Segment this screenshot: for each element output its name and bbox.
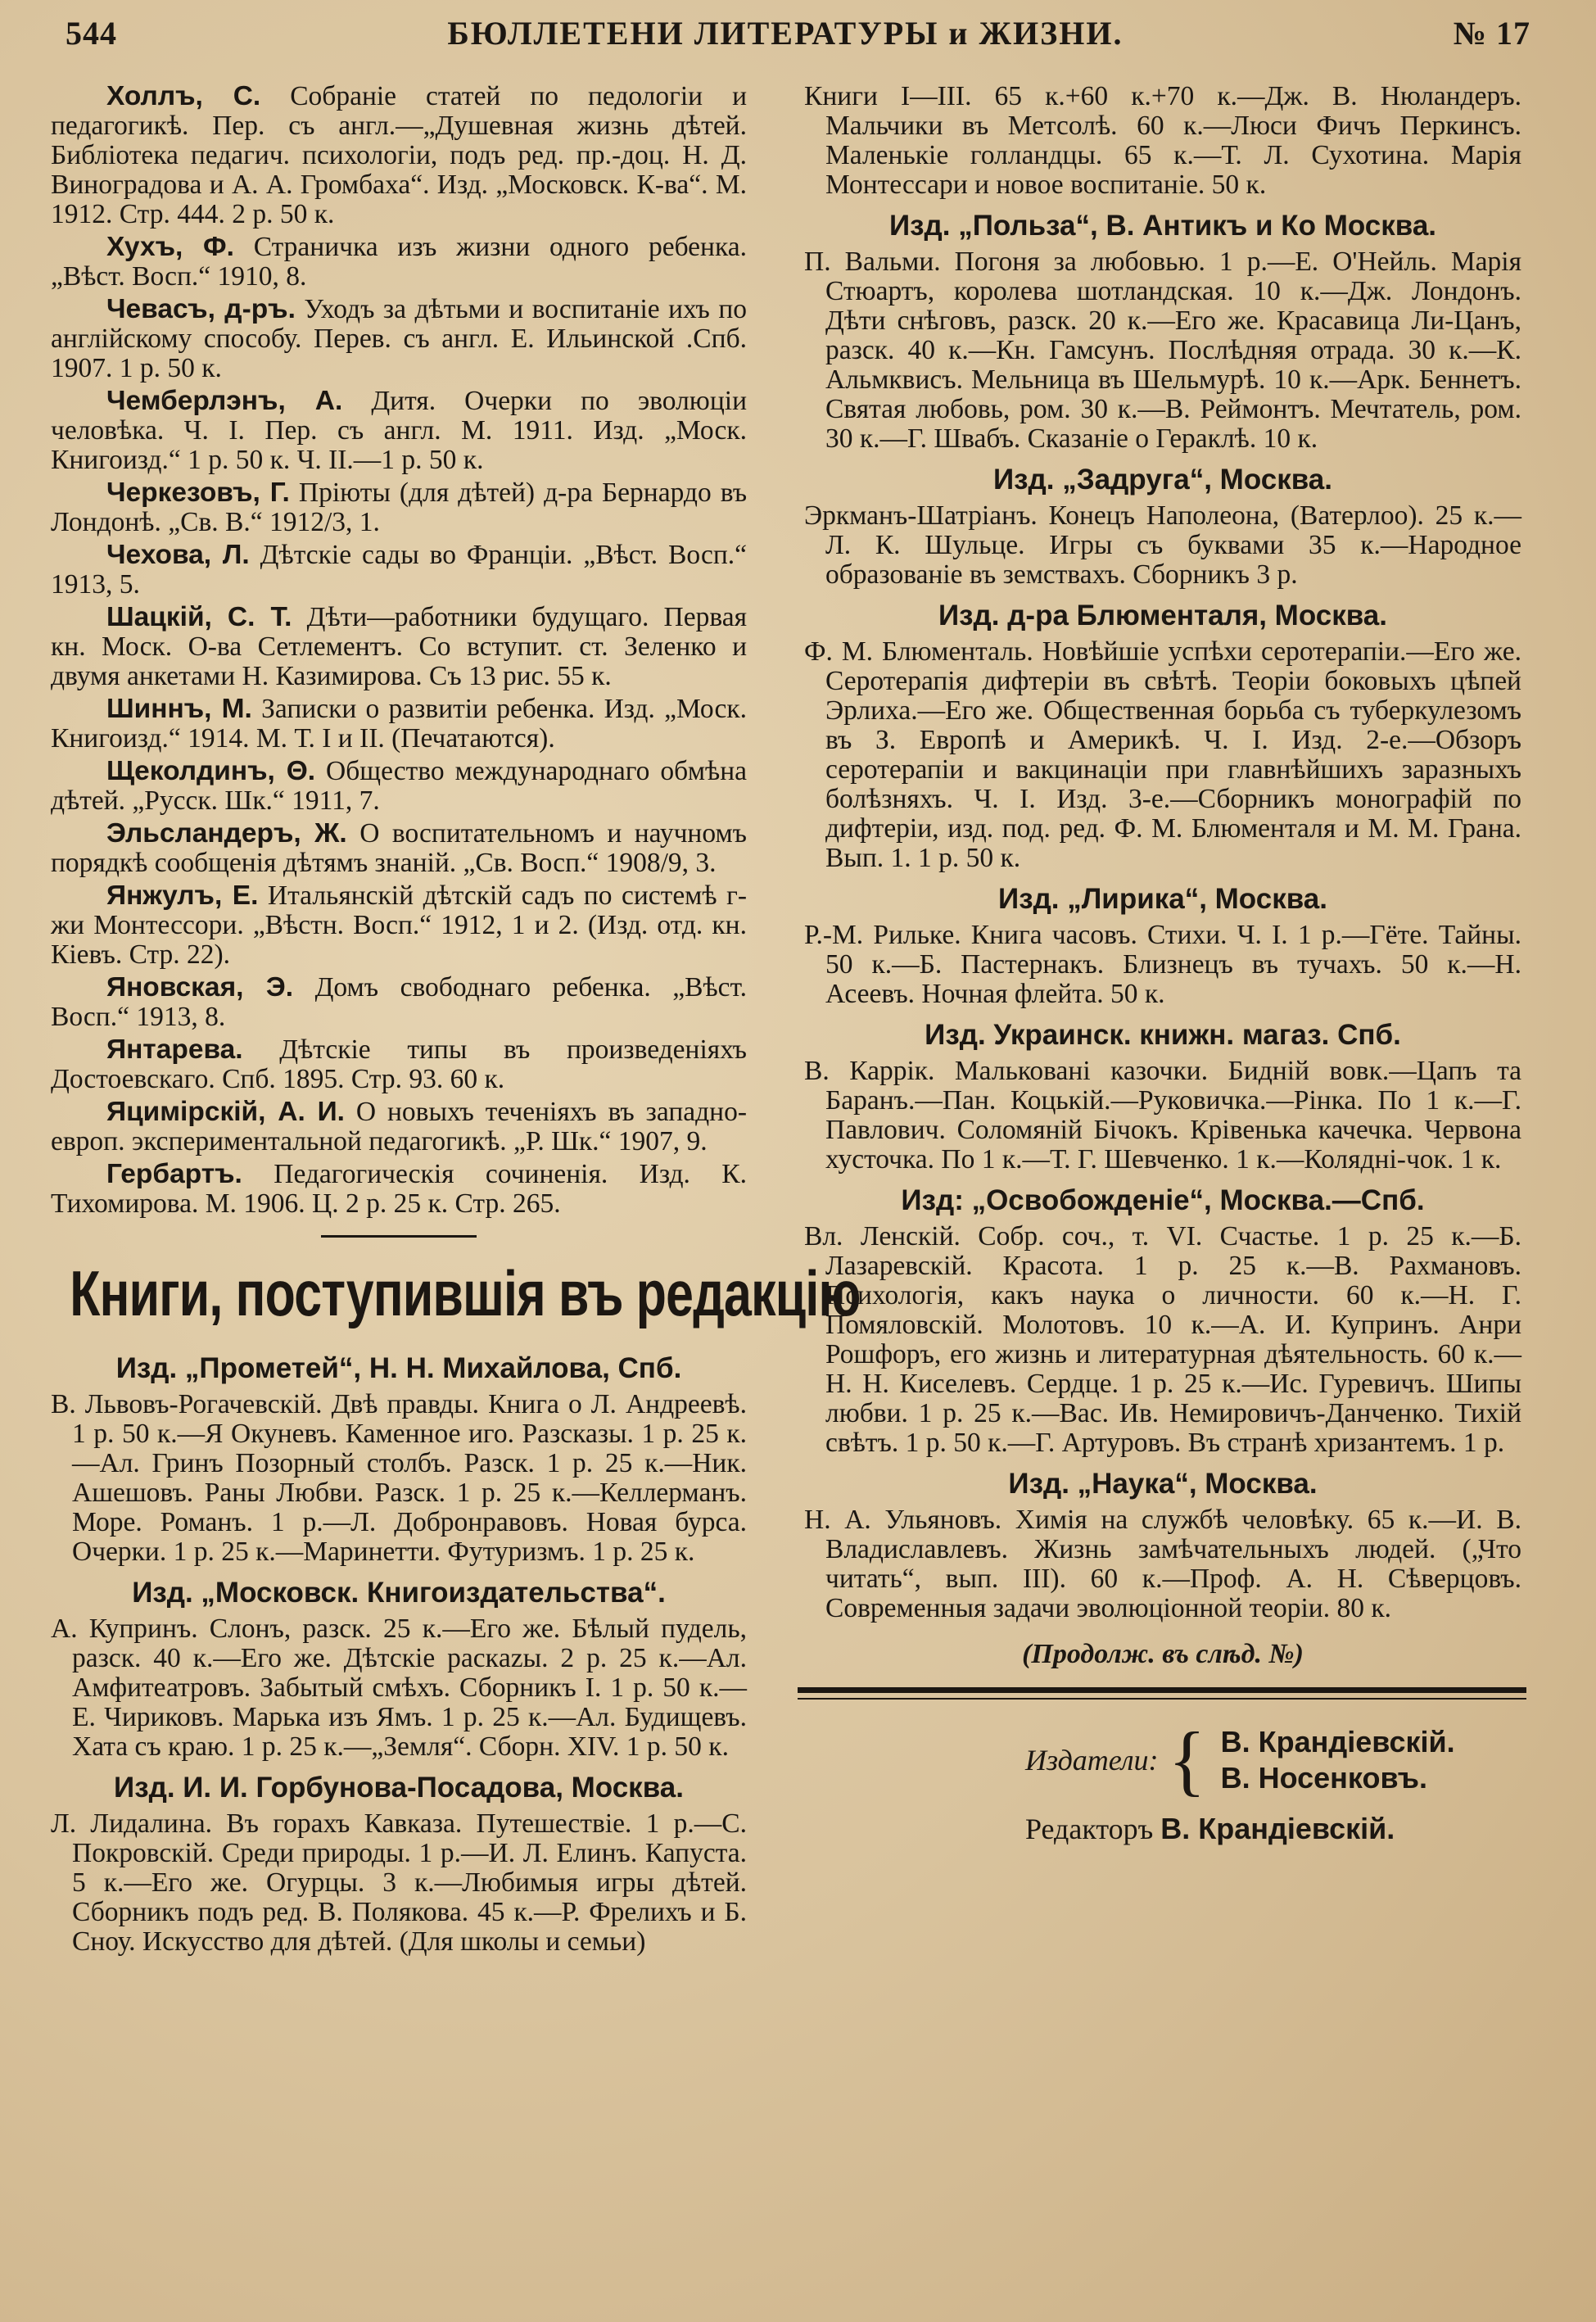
publishers-names: [1221, 1724, 1455, 1796]
bibliography-entry: Янтарева. Дѣтскіе типы въ произведеніяхъ Достоевскаго. Спб. 1895. Стр. 93. 60 к.: [51, 1034, 747, 1094]
publisher-heading: Изд. „Прометей“, Н. Н. Михайлова, Спб.: [115, 1352, 682, 1384]
publisher-books: П. Вальми. Погоня за любовью. 1 р.—Е. О'Нейль. Марія Стюартъ, королева шотландская. 10 к.—Дж. Лондонъ. Дѣти снѣговъ, разск. 20 к.—Его же. Красавица Ли-Цанъ, разск. 40 к.—Кн. Гамсунъ. Послѣдняя отрада. 30 к.—К. Альмквисъ. Мельница въ Шельмурѣ. 10 к.—Арк. Беннетъ. Святая любовь, ром. 30 к.—В. Реймонтъ. Мечтатель, ром. 30 к.—Г. Швабъ. Сказаніе о Гераклѣ. 10 к.: [804, 247, 1521, 454]
editor-label: Редакторъ: [1025, 1813, 1154, 1845]
publisher-books: А. Купринъ. Слонъ, разск. 25 к.—Его же. Бѣлый пудель, разск. 40 к.—Его же. Дѣтскіе раскazы. 2 р. 25 к.—Ал. Амфитеатровъ. Забытый смѣхъ. Сборникъ I. 1 р. 50 к.—Е. Чириковъ. Марька изъ Ямъ. 1 р. 25 к.—Ал. Будищевъ. Хата съ краю. 1 р. 25 к.—„Земля“. Сборн. XIV. 1 р. 50 к.: [51, 1614, 747, 1762]
bibliography-entry: Хухъ, Ф. Страничка изъ жизни одного ребенка. „Вѣст. Восп.“ 1910, 8.: [51, 232, 747, 292]
publishers-block: [1025, 1716, 1521, 1804]
journal-title: БЮЛЛЕТЕНИ ЛИТЕРАТУРЫ и ЖИЗНИ.: [447, 14, 1124, 52]
bibliography-entry: Гербартъ. Педагогическія сочиненія. Изд. К. Тихомирова. М. 1906. Ц. 2 р. 25 к. Стр. 265.: [51, 1159, 747, 1219]
publisher-books: Л. Лидалина. Въ горахъ Кавказа. Путешествіе. 1 р.—С. Покровскій. Среди природы. 1 р.—И. Л. Елинъ. Капуста. 5 к.—Его же. Огурцы. 3 к.—Любимыя игры дѣтей. Сборникъ подъ ред. В. Полякова. 45 к.—Р. Фрелихъ и Б. Сноу. Искусство для дѣтей. (Для школы и семьи): [51, 1808, 747, 1957]
continued-note: (Продолж. въ слѣд. №): [1022, 1639, 1304, 1669]
publisher-heading: Изд. И. И. Горбунова-Посадова, Москва.: [114, 1772, 684, 1804]
publisher-heading: Изд. „Московск. Книгоиздательства“.: [132, 1577, 666, 1609]
publisher-books: Н. А. Ульяновъ. Химія на службѣ человѣку. 65 к.—И. В. Владиславлевъ. Жизнь замѣчательныхъ людей. („Что читать“, вып. III). 60 к.—Проф. А. Н. Сѣверцовъ. Современныя задачи эволюціонной теоріи. 80 к.: [804, 1505, 1521, 1623]
issue-number: № 17: [1453, 14, 1530, 52]
publisher-books: В. Каррік. Мальковані казочки. Бидній вовк.—Цапъ та Баранъ.—Пан. Коцькій.—Руковичка.—Рінка. По 1 к.—Г. Павлович. Соломяній Бічокъ. Крівенька качечка. Червона хусточка. По 1 к.—Т. Г. Шевченко. 1 к.—Колядні-чок. 1 к.: [804, 1056, 1521, 1175]
publisher-heading: Изд. д-ра Блюменталя, Москва.: [938, 600, 1387, 631]
bibliography-entry: Черкезовъ, Г. Пріюты (для дѣтей) д-ра Бернардо въ Лондонѣ. „Св. В.“ 1912/3, 1.: [51, 478, 748, 537]
left-column: [51, 81, 861, 1960]
publisher-name: В. Крандіевскій.: [1220, 1725, 1455, 1758]
publishers-label: Издатели:: [1025, 1744, 1159, 1777]
publisher-books: В. Львовъ-Рогачевскій. Двѣ правды. Книга о Л. Андреевѣ. 1 р. 50 к.—Я Окуневъ. Каменное иго. Разсказы. 1 р. 25 к.—Ал. Гринъ Позорный столбъ. Разск. 1 р. 25 к.—Ник. Ашешовъ. Раны Любви. Разск. 1 р. 25 к.—Келлерманъ. Море. Романъ. 1 р.—Л. Добронравовъ. Новая бурса. Очерки. 1 р. 25 к.—Маринетти. Футуризмъ. 1 р. 25 к.: [51, 1389, 747, 1567]
editor-line: [1025, 1814, 1521, 1844]
publisher-heading: Изд: „Освобожденіе“, Москва.—Спб.: [901, 1184, 1425, 1216]
bibliography-entry: Холлъ, С. Собраніе статей по педологіи и педагогикѣ. Пер. съ англ.—„Душевная жизнь дѣтей. Библіотека педагич. психологіи, подъ ред. пр.-доц. Н. Д. Виноградова и А. А. Громбаха“. Изд. „Московск. К-ва“. М. 1912. Стр. 444. 2 р. 50 к.: [51, 81, 747, 229]
publisher-books: Эркманъ-Шатріанъ. Конецъ Наполеона, (Ватерлоо). 25 к.—Л. К. Шульце. Игры съ буквами 35 к.—Народное образованіе въ земствахъ. Сборникъ 3 р.: [804, 500, 1521, 590]
page-number: 544: [66, 14, 117, 52]
footer-rule-thin: [798, 1698, 1526, 1700]
bibliography-entry: Янжулъ, Е. Итальянскій дѣтскій садъ по системѣ г-жи Монтессори. „Вѣстн. Восп.“ 1912, 1 и 2. (Изд. отд. кн. Кіевъ. Стр. 22).: [51, 880, 747, 970]
bibliography-list: [51, 82, 747, 1219]
bibliography-entry: Чевасъ, д-ръ. Уходъ за дѣтьми и воспитаніе ихъ по англійскому способу. Перев. съ англ. Е. Ильинской .Спб. 1907. 1 р. 50 к.: [51, 294, 748, 383]
editor-name: В. Крандіевскій.: [1160, 1812, 1395, 1845]
publisher-heading: Изд. „Наука“, Москва.: [1008, 1468, 1318, 1500]
bibliography-entry: Яновская, Э. Домъ свободнаго ребенка. „Вѣст. Восп.“ 1913, 8.: [51, 972, 747, 1032]
bibliography-entry: Чехова, Л. Дѣтскіе сады во Франціи. „Вѣст. Восп.“ 1913, 5.: [51, 540, 747, 600]
bibliography-entry: Щеколдинъ, Θ. Общество международнаго обмѣна дѣтей. „Русск. Шк.“ 1911, 7.: [51, 756, 748, 816]
section-title: Книги, поступившія въ редакцію: [70, 1257, 861, 1329]
bibliography-entry: Шиннъ, М. Записки о развитіи ребенка. Изд. „Моск. Книгоизд.“ 1914. М. Т. I и II. (Печатаются).: [51, 694, 748, 754]
publisher-name: В. Носенковъ.: [1220, 1761, 1427, 1795]
publisher-heading: Изд. Украинск. книжн. магаз. Спб.: [925, 1019, 1401, 1051]
footer-rule-thick: [798, 1687, 1526, 1693]
section-divider: [321, 1235, 477, 1238]
publisher-heading: Изд. „Польза“, В. Антикъ и Ко Москва.: [888, 210, 1437, 242]
bibliography-entry: Шацкій, С. Т. Дѣти—работники будущаго. Первая кн. Моск. О-ва Сетлементъ. Со вступит. ст. Зеленко и двумя анкетами Н. Казимирова. Съ 13 рис. 55 к.: [51, 602, 747, 691]
brace-glyph: {: [1168, 1716, 1206, 1804]
bibliography-entry: Эльсландеръ, Ж. О воспитательномъ и научномъ порядкѣ сообщенія дѣтямъ знаній. „Св. Восп.“ 1908/9, 3.: [51, 818, 747, 878]
continued-books: Книги I—III. 65 к.+60 к.+70 к.—Дж. В. Нюландеръ. Мальчики въ Метсолѣ. 60 к.—Люси Фичъ Перкинсъ. Маленькіе голландцы. 65 к.—Т. Л. Сухотина. Марія Монтессари и новое воспитаніе. 50 к.: [804, 81, 1521, 200]
bibliography-entry: Чемберлэнъ, А. Дитя. Очерки по эволюціи человѣка. Ч. I. Пер. съ англ. М. 1911. Изд. „Моск. Книгоизд.“ 1 р. 50 к. Ч. II.—1 р. 50 к.: [51, 386, 747, 475]
bibliography-entry: Яцимірскій, А. И. О новыхъ теченіяхъ въ западно-европ. экспериментальной педагогикѣ. „Р. Шк.“ 1907, 9.: [51, 1097, 747, 1156]
publisher-heading: Изд. „Лирика“, Москва.: [998, 883, 1327, 915]
publisher-heading: Изд. „Задруга“, Москва.: [992, 464, 1332, 496]
right-column: [804, 82, 1521, 1844]
page-header: [66, 8, 1530, 57]
publisher-books: Ф. М. Блюменталь. Новѣйшіе успѣхи серотерапіи.—Его же. Серотерапія дифтеріи въ свѣтѣ. Теоріи боковыхъ цѣпей Эрлиха.—Его же. Общественная борьба съ туберкулезомъ въ З. Европѣ и Америкѣ. Ч. I. Изд. 2-е.—Обзоръ серотерапіи и вакцинаціи при главнѣйшихъ заразныхъ болѣзняхъ. Ч. I. Изд. 3-е.—Сборникъ монографій по дифтеріи, изд. под. ред. Ф. М. Блюменталя и М. М. Грана. Вып. 1. 1 р. 50 к.: [804, 636, 1521, 873]
publisher-books: Р.-М. Рильке. Книга часовъ. Стихи. Ч. I. 1 р.—Гёте. Тайны. 50 к.—Б. Пастернакъ. Близнецъ въ тучахъ. 50 к.—Н. Асеевъ. Ночная флейта. 50 к.: [804, 920, 1521, 1009]
publisher-books: Вл. Ленскій. Собр. соч., т. VI. Счастье. 1 р. 25 к.—Б. Лазаревскій. Красота. 1 р. 25 к.—В. Рахмановъ. Психологія, какъ наука о личности. 60 к.—Н. Г. Помяловскій. Молотовъ. 10 к.—А. И. Купринъ. Анри Рошфоръ, его жизнь и литературная дѣятельность. 60 к.—Н. Н. Киселевъ. Сердце. 1 р. 25 к.—Ис. Гуревичъ. Шипы любви. 1 р. 25 к.—Вас. Ив. Немировичъ-Данченко. Тихій свѣтъ. 1 р. 50 к.—Г. Артуровъ. Въ странѣ хризантемъ. 1 р.: [804, 1221, 1521, 1458]
